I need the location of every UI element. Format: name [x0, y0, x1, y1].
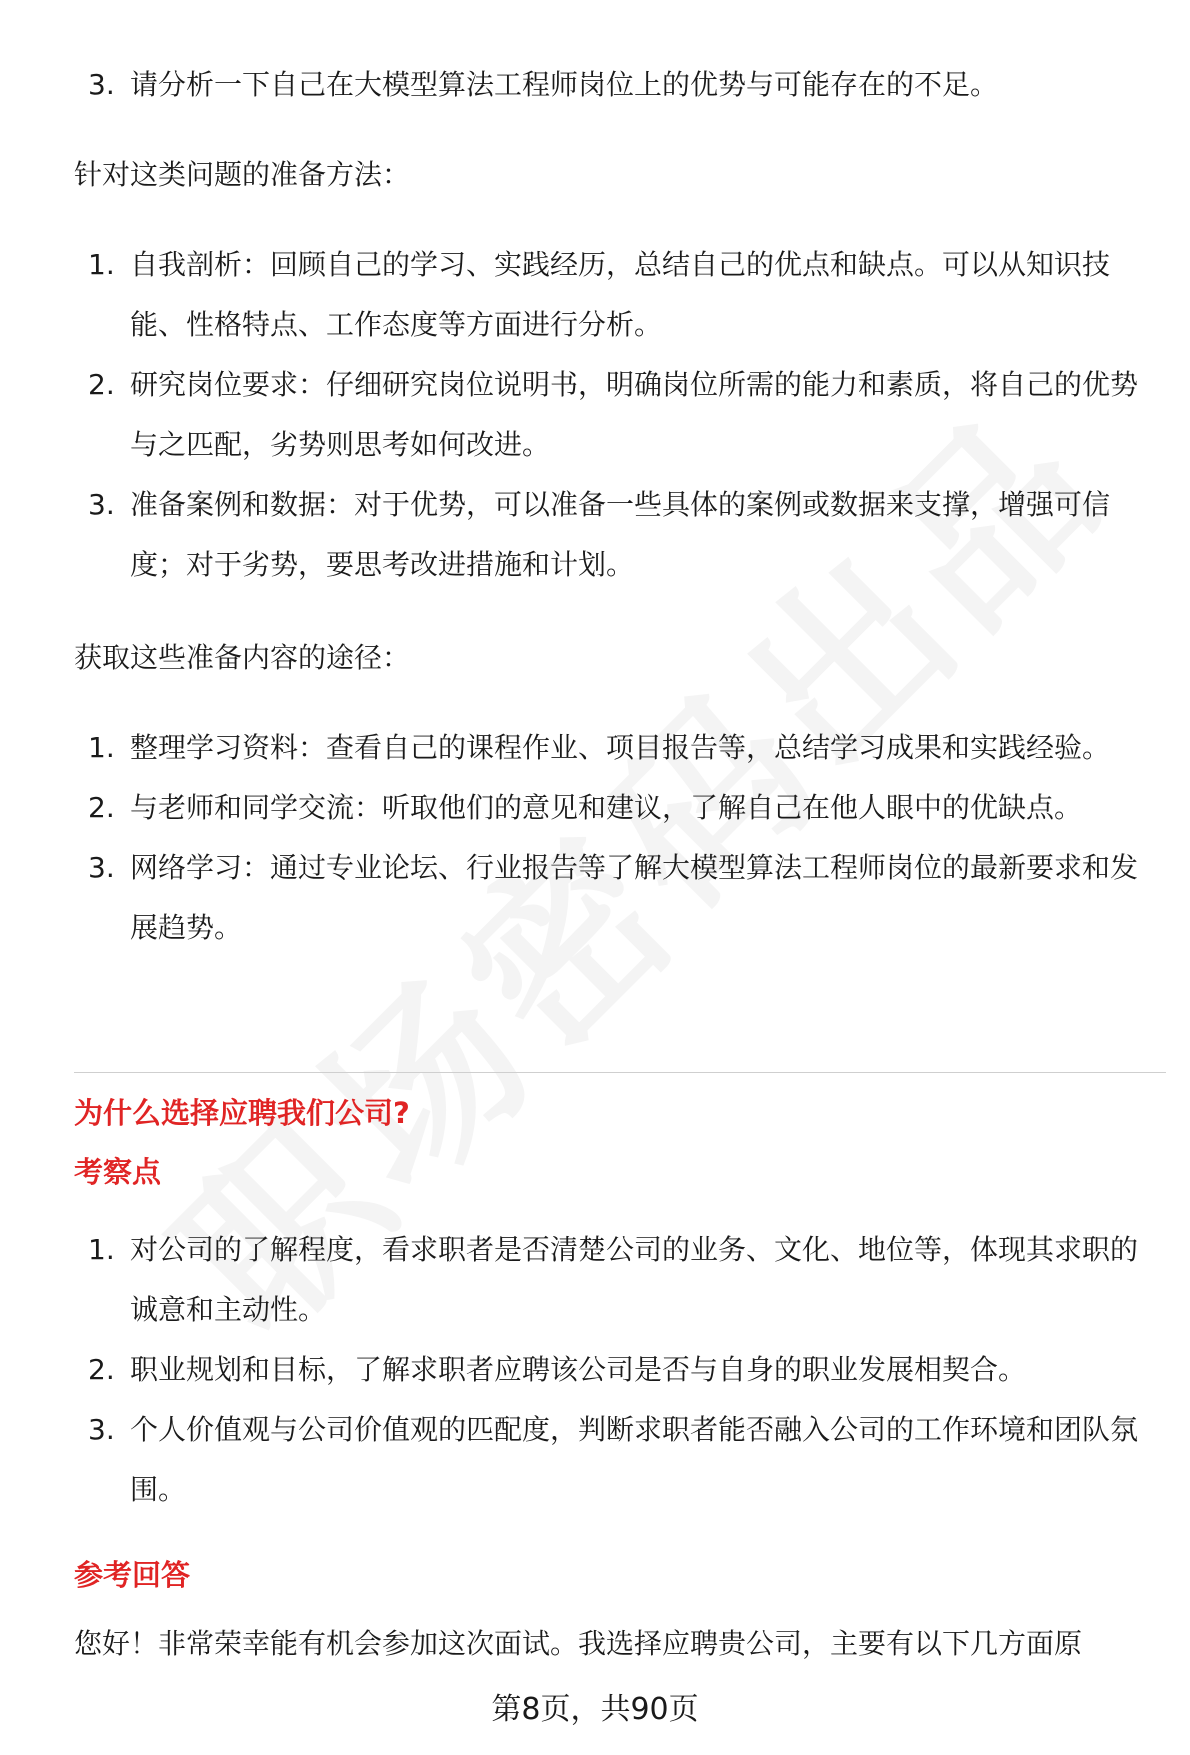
- list-item: [74, 355, 1164, 475]
- answer-heading: 参考回答: [74, 1558, 191, 1592]
- prep-list: [74, 235, 1164, 595]
- focus-list: [74, 1220, 1164, 1520]
- list-item: [74, 1340, 1164, 1400]
- question-title: 为什么选择应聘我们公司?: [74, 1096, 410, 1130]
- list-item-text: 对公司的了解程度，看求职者是否清楚公司的业务、文化、地位等，体现其求职的诚意和主动性。: [130, 1233, 1139, 1326]
- list-item: [74, 1400, 1164, 1520]
- list-item-number: 3.: [88, 488, 115, 521]
- list-item: [74, 55, 1164, 115]
- list-item-number: 3.: [88, 68, 115, 101]
- page-number: 第8页，共90页: [491, 1692, 699, 1727]
- list-item: [74, 1220, 1164, 1340]
- list-item-number: 2.: [88, 1353, 115, 1386]
- list-item-text: 职业规划和目标，了解求职者应聘该公司是否与自身的职业发展相契合。: [130, 1353, 1027, 1386]
- answer-text: 您好！非常荣幸能有机会参加这次面试。我选择应聘贵公司，主要有以下几方面原: [74, 1627, 1083, 1660]
- section-divider: [74, 1072, 1166, 1073]
- list-item-number: 1.: [88, 1233, 115, 1266]
- list-item-text: 个人价值观与公司价值观的匹配度，判断求职者能否融入公司的工作环境和团队氛围。: [130, 1413, 1139, 1506]
- list-item: [74, 838, 1164, 958]
- list-item-text: 整理学习资料：查看自己的课程作业、项目报告等，总结学习成果和实践经验。: [130, 731, 1111, 764]
- prep-heading: 针对这类问题的准备方法：: [74, 158, 411, 191]
- focus-heading: 考察点: [74, 1155, 162, 1189]
- intro-list: [74, 55, 1164, 115]
- source-heading: 获取这些准备内容的途径：: [74, 641, 411, 674]
- list-item: [74, 475, 1164, 595]
- list-item-text: 研究岗位要求：仔细研究岗位说明书，明确岗位所需的能力和素质，将自己的优势与之匹配，劣势则思考如何改进。: [130, 368, 1139, 461]
- list-item-text: 网络学习：通过专业论坛、行业报告等了解大模型算法工程师岗位的最新要求和发展趋势。: [130, 851, 1139, 944]
- list-item-text: 请分析一下自己在大模型算法工程师岗位上的优势与可能存在的不足。: [130, 68, 999, 101]
- list-item: [74, 778, 1164, 838]
- list-item-number: 1.: [88, 731, 115, 764]
- list-item-number: 2.: [88, 368, 115, 401]
- list-item-text: 准备案例和数据：对于优势，可以准备一些具体的案例或数据来支撑，增强可信度；对于劣势，要思考改进措施和计划。: [130, 488, 1111, 581]
- list-item: [74, 235, 1164, 355]
- list-item: [74, 718, 1164, 778]
- list-item-text: 自我剖析：回顾自己的学习、实践经历，总结自己的优点和缺点。可以从知识技能、性格特点、工作态度等方面进行分析。: [130, 248, 1111, 341]
- list-item-number: 1.: [88, 248, 115, 281]
- source-list: [74, 718, 1164, 958]
- list-item-number: 2.: [88, 791, 115, 824]
- list-item-number: 3.: [88, 851, 115, 884]
- list-item-text: 与老师和同学交流：听取他们的意见和建议，了解自己在他人眼中的优缺点。: [130, 791, 1083, 824]
- list-item-number: 3.: [88, 1413, 115, 1446]
